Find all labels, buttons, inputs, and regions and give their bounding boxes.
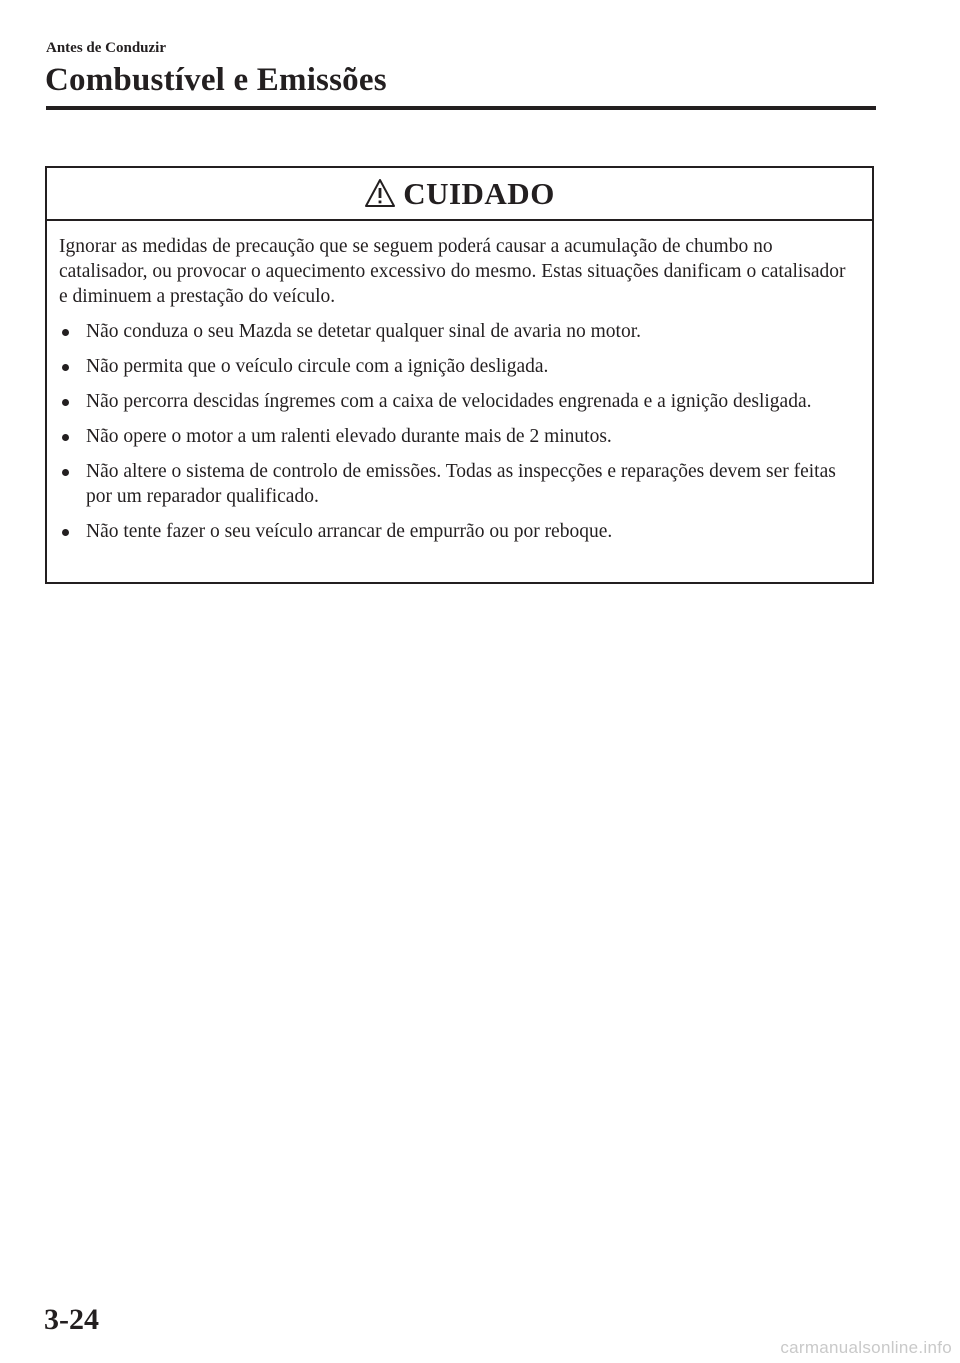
list-item-text: Não altere o sistema de controlo de emissões. Todas as inspecções e reparações devem ser feitas por um reparador qualificado. [86, 461, 836, 507]
list-item [59, 354, 858, 379]
list-item-text: Não tente fazer o seu veículo arrancar de empurrão ou por reboque. [86, 521, 613, 542]
bullet-icon [62, 399, 69, 406]
caution-intro: Ignorar as medidas de precaução que se seguem poderá causar a acumulação de chumbo no catalisador, ou provocar o aquecimento excessivo do mesmo. Estas situações danificam o catalisador e diminuem a prestação do veículo. [59, 236, 846, 307]
bullet-icon [62, 329, 69, 336]
list-item [59, 459, 858, 509]
list-item-text: Não conduza o seu Mazda se detetar qualquer sinal de avaria no motor. [86, 321, 641, 342]
list-item [59, 389, 858, 414]
warning-triangle-icon [364, 178, 396, 208]
page-title: Combustível e Emissões [45, 62, 387, 98]
caution-body [47, 221, 872, 544]
bullet-icon [62, 469, 69, 476]
watermark: carmanualsonline.info [780, 1338, 952, 1357]
list-item-text: Não permita que o veículo circule com a ignição desligada. [86, 356, 549, 377]
bullet-icon [62, 364, 69, 371]
bullet-icon [62, 434, 69, 441]
bullet-icon [62, 529, 69, 536]
title-rule [46, 106, 876, 110]
list-item [59, 424, 858, 449]
caution-list [59, 319, 858, 544]
list-item [59, 319, 858, 344]
list-item-text: Não percorra descidas íngremes com a caixa de velocidades engrenada e a ignição desligada. [86, 391, 812, 412]
caution-header [47, 168, 872, 221]
caution-box [45, 166, 874, 584]
list-item-text: Não opere o motor a um ralenti elevado durante mais de 2 minutos. [86, 426, 612, 447]
page-number: 3-24 [44, 1303, 99, 1336]
caution-title: CUIDADO [403, 175, 555, 211]
list-item [59, 519, 858, 544]
section-label: Antes de Conduzir [46, 40, 167, 56]
